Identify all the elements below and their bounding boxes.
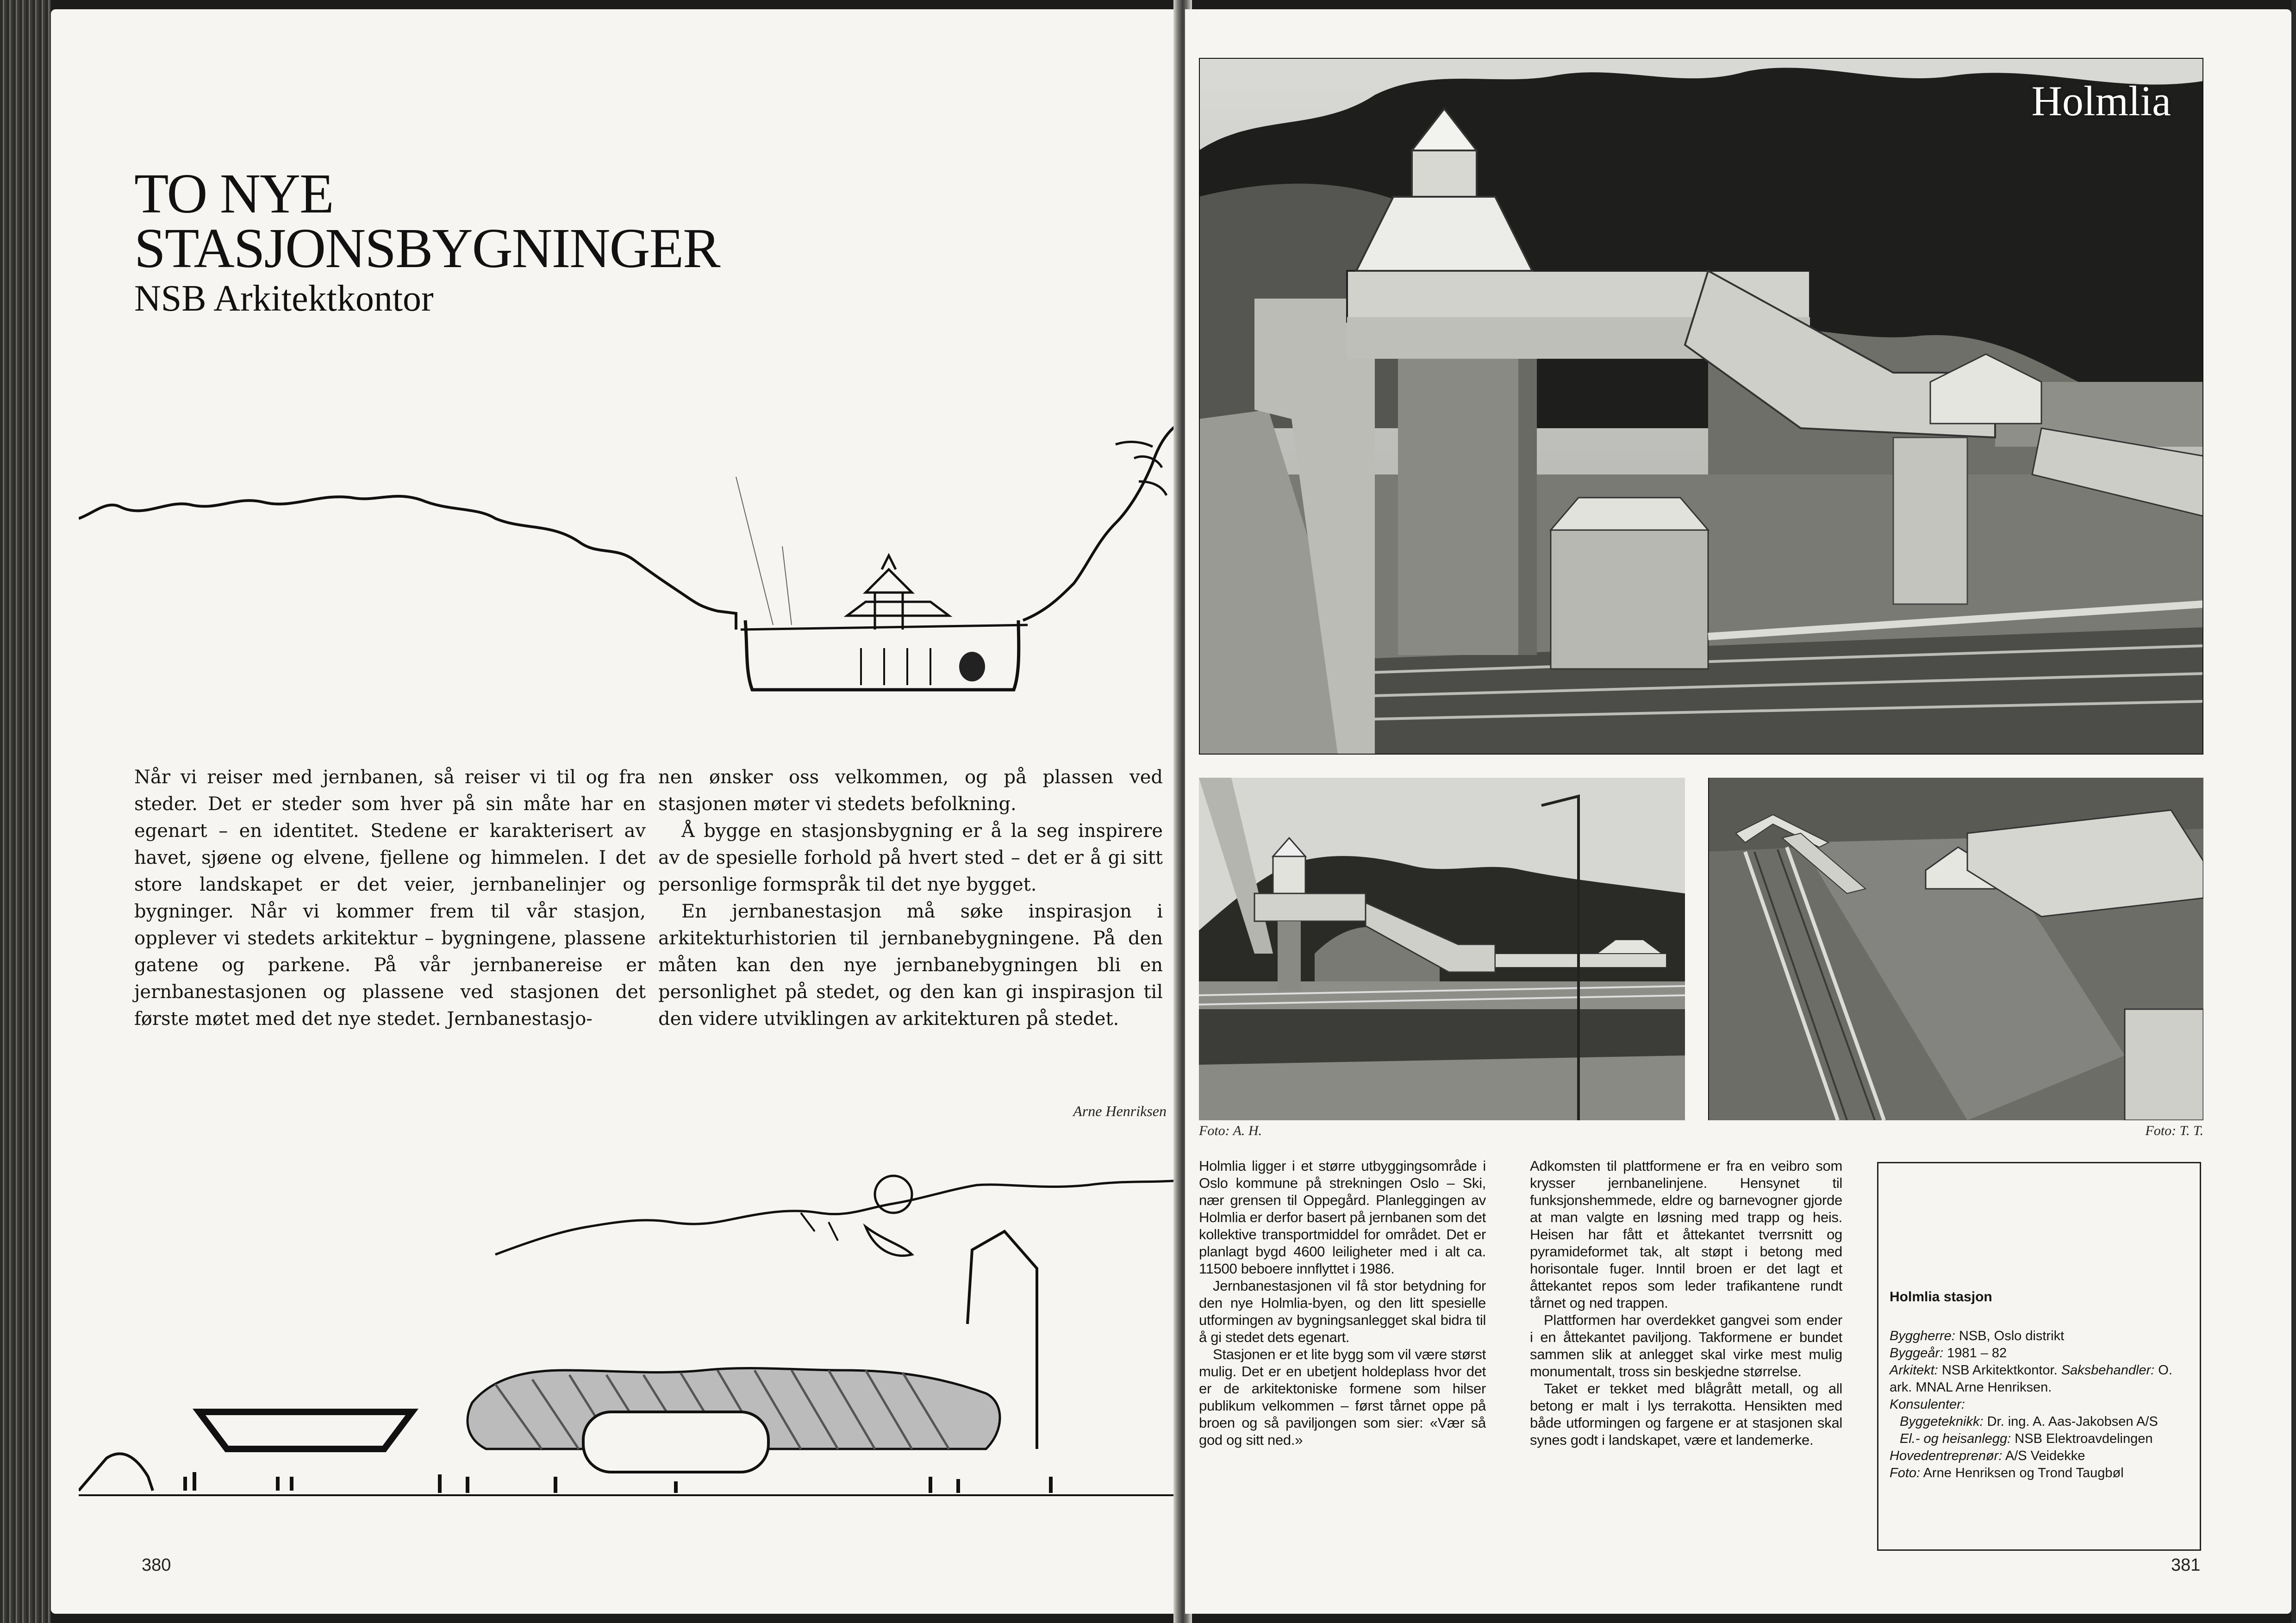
article-column-1 bbox=[1199, 1157, 1486, 1448]
facts-title: Holmlia stasjon bbox=[1890, 1289, 1992, 1305]
article-paragraph: Adkomsten til plattformene er fra en veibro som krysser jernbanelinjene. Hensynet til funksjonshemmede, eldre og barnevogner gjorde at man valgte en løsning med trapp og heis. Heisen har fått et åttekantet tverrsnitt og pyramideformet tak, alt støpt i betong med horisontale fuger. Inntil broen er det lagt et åttekantet repos som leder trafikantene rundt tårnet og ned trappen. bbox=[1530, 1158, 1842, 1311]
title-line-2: STASJONSBYGNINGER bbox=[134, 217, 720, 280]
facts-row-arkitekt: Arkitekt: NSB Arkitektkontor. Saksbehandler: O. ark. MNAL Arne Henriksen. bbox=[1890, 1363, 2172, 1395]
facts-row-byggeaar: Byggeår: 1981 – 82 bbox=[1890, 1346, 2007, 1361]
page-subtitle: NSB Arkitektkontor bbox=[134, 278, 434, 319]
body-paragraph: Å bygge en stasjonsbygning er å la seg inspirere av de spesielle forhold på hvert sted – det er å gi sitt personlige formspråk til det nye bygget. bbox=[658, 820, 1163, 895]
page-number-right: 381 bbox=[2171, 1555, 2201, 1575]
body-column-2 bbox=[658, 764, 1163, 1032]
page-title bbox=[134, 162, 720, 280]
right-page bbox=[1185, 9, 2291, 1614]
facts-row-foto: Foto: Arne Henriksen og Trond Taugbøl bbox=[1890, 1466, 2124, 1480]
body-paragraph: Når vi reiser med jernbanen, så reiser vi til og fra steder. Det er steder som hver på sin måte har en egenart – en identitet. Stedene er karakterisert av havet, sjøene og elvene, fjellene og himmelen. I det store landskapet er det veier, jernbanelinjer og bygninger. Når vi kommer frem til vår stasjon, opplever vi stedets arkitektur – bygningene, plassene gatene og parkene. På vår jernbanereise er jernbanestasjonen og plassene ved stasjonen det første møtet med det nye stedet. Jernbanestasjo- bbox=[134, 767, 646, 1030]
body-paragraph: nen ønsker oss velkommen, og på plassen ved stasjonen møter vi stedets befolkning. bbox=[658, 767, 1163, 815]
left-page bbox=[51, 9, 1180, 1614]
photo-title-holmlia: Holmlia bbox=[2031, 77, 2171, 125]
landscape-sketch-top bbox=[79, 407, 1180, 713]
main-photo-image bbox=[1199, 58, 2203, 755]
article-paragraph: Holmlia ligger i et større utbyggingsområde i Oslo kommune på strekningen Oslo – Ski, nær grensen til Oppegård. Planleggingen av Holmlia er derfor basert på jernbanen som det kollektive transportmiddel for området. Det er planlagt bygd 4600 leiligheter med i alt ca. 11500 beboere innflyttet i 1986. bbox=[1199, 1158, 1486, 1277]
author-signature: Arne Henriksen bbox=[1073, 1103, 1167, 1119]
facts-row-el: El.- og heisanlegg: NSB Elektroavdelingen bbox=[1900, 1431, 2153, 1446]
book-spine-edge bbox=[0, 0, 51, 1623]
body-paragraph: En jernbanestasjon må søke inspirasjon i arkitekturhistorien til jernbanebygningene. På den måten kan den nye jernbanebygningen bli en personlighet på stedet, og den kan gi inspirasjon til den videre utviklingen av arkitekturen på stedet. bbox=[658, 901, 1163, 1030]
facts-row-hovedentreprenor: Hovedentreprenør: A/S Veidekke bbox=[1890, 1448, 2085, 1463]
photo-bottom-left-image bbox=[1199, 778, 1685, 1120]
photo-bottom-right-image bbox=[1708, 778, 2203, 1120]
facts-row-konsulenter: Konsulenter: bbox=[1890, 1397, 1965, 1412]
article-column-2 bbox=[1530, 1157, 1842, 1448]
main-photo bbox=[1199, 58, 2203, 755]
article-paragraph: Taket er tekket med blågrått metall, og all betong er malt i lys terrakotta. Hensikten med både utformingen og fargene er at stasjonen skal synes godt i landskapet, være et landemerke. bbox=[1530, 1380, 1842, 1448]
photo-bottom-left bbox=[1199, 778, 1685, 1120]
facts-row-byggherre: Byggherre: NSB, Oslo distrikt bbox=[1890, 1329, 2065, 1343]
article-paragraph: Jernbanestasjonen vil få stor betydning for den nye Holmlia-byen, og den litt spesielle utformingen av bygningsanlegget skal bidra til å gi stedet dets egenart. bbox=[1199, 1278, 1486, 1345]
photo-bottom-right bbox=[1708, 778, 2203, 1120]
article-paragraph: Plattformen har overdekket gangvei som ender i en åttekantet paviljong. Takformene er bundet sammen slik at anlegget skal virke mest mulig monumentalt, tross sin beskjedne størrelse. bbox=[1530, 1312, 1842, 1380]
station-facts-box bbox=[1877, 1162, 2201, 1551]
article-paragraph: Stasjonen er et lite bygg som vil være størst mulig. Det er en ubetjent holdeplass hvor det er de arkitektoniske formene som hilser publikum velkommen – først tårnet oppe på broen og så paviljongen som sier: «Vær så god og sitt ned.» bbox=[1199, 1346, 1486, 1448]
book-right-edge bbox=[2291, 0, 2296, 1623]
body-column-1 bbox=[134, 764, 646, 1032]
photo-credit-right: Foto: T. T. bbox=[2145, 1123, 2203, 1138]
title-line-1: TO NYE bbox=[134, 162, 333, 225]
page-number-left: 380 bbox=[142, 1555, 171, 1575]
photo-credit-left: Foto: A. H. bbox=[1199, 1123, 1262, 1138]
station-sketch-bottom bbox=[79, 1153, 1180, 1523]
facts-row-byggeteknikk: Byggeteknikk: Dr. ing. A. Aas-Jakobsen A/S bbox=[1900, 1414, 2158, 1429]
